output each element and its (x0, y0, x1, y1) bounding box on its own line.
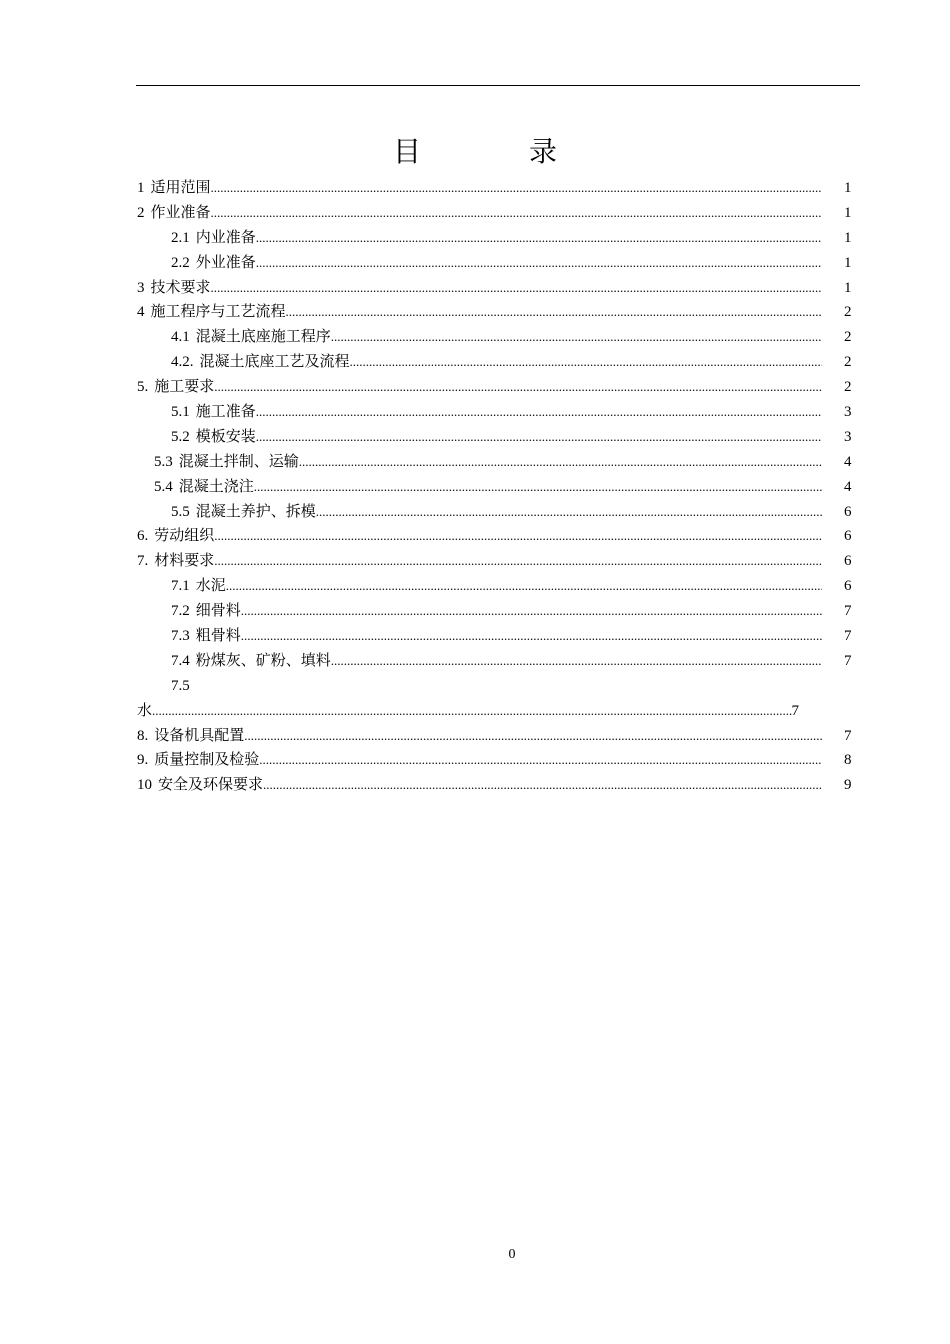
toc-entry-text: 粉煤灰、矿粉、填料 (195, 652, 331, 669)
toc-entry-label (137, 350, 350, 375)
toc-leader-dots (263, 773, 822, 798)
toc-leader-dots (254, 475, 822, 500)
toc-entry-number: 4 (137, 304, 145, 321)
toc-entry-page: 1 (844, 229, 852, 246)
toc-leader-dots (214, 524, 822, 549)
toc-entry[interactable] (137, 375, 850, 400)
toc-entry-label (137, 599, 241, 624)
toc-entry-label (137, 649, 331, 674)
toc-entry-label (137, 226, 256, 251)
toc-entry-text: 质量控制及检验 (154, 752, 260, 769)
toc-entry-text: 混凝土底座施工程序 (195, 329, 331, 346)
toc-entry-label (137, 276, 211, 301)
toc-entry[interactable] (137, 549, 850, 574)
header-rule (136, 85, 860, 86)
toc-entry-number: 8. (137, 727, 149, 744)
toc-entry-label (137, 524, 214, 549)
toc-entry-number: 5. (137, 379, 149, 396)
toc-entry-page: 9 (844, 777, 852, 794)
toc-entry-number: 5.4 (154, 478, 173, 495)
toc-entry-label (137, 450, 299, 475)
toc-leader-dots (214, 375, 822, 400)
toc-entry-text: 内业准备 (195, 229, 256, 246)
toc-entry[interactable] (137, 350, 850, 375)
toc-entry[interactable] (137, 475, 850, 500)
toc-entry-label (137, 624, 241, 649)
toc-leader-dots (256, 425, 822, 450)
toc-entry-label (137, 574, 226, 599)
toc-entry-number: 4.2. (171, 354, 194, 371)
toc-entry-number: 3 (137, 279, 145, 296)
toc-leader-dots (211, 176, 822, 201)
toc-leader-dots (331, 649, 822, 674)
toc-entry-label (137, 201, 211, 226)
toc-entry-label (137, 400, 256, 425)
toc-entry-text: 施工准备 (195, 404, 256, 421)
toc-entry-text: 混凝土拌制、运输 (178, 453, 299, 470)
toc-entry-text: 设备机具配置 (154, 727, 245, 744)
toc-entry-label (137, 475, 254, 500)
toc-entry-label (137, 251, 256, 276)
toc-entry[interactable] (137, 251, 850, 276)
toc-entry-page: 2 (844, 354, 852, 371)
toc-entry[interactable] (137, 450, 850, 475)
toc-entry-page: 6 (844, 553, 852, 570)
toc-entry-number: 10 (137, 777, 152, 794)
toc-entry-text: 施工要求 (154, 379, 215, 396)
toc-entry-page: 3 (844, 404, 852, 421)
toc-entries (137, 176, 850, 674)
toc-entry-text: 水泥 (195, 578, 226, 595)
toc-entry-number: 2.1 (171, 229, 190, 246)
toc-entry-page: 1 (844, 279, 852, 296)
toc-entry-page: 1 (844, 204, 852, 221)
toc-leader-dots (286, 300, 822, 325)
toc-entry-page: 7 (844, 652, 852, 669)
toc-leader-dots (331, 325, 822, 350)
toc-entry-text: 模板安装 (195, 428, 256, 445)
toc-entry[interactable] (137, 201, 850, 226)
toc-entry-page: 6 (844, 503, 852, 520)
toc-entry-number: 7.2 (171, 603, 190, 620)
toc-entry-page: 2 (844, 379, 852, 396)
toc-entry-page: 1 (844, 180, 852, 196)
toc-entry-number: 5.5 (171, 503, 190, 520)
toc-entry[interactable] (137, 624, 850, 649)
toc-entry-page: 6 (844, 528, 852, 545)
toc-entry[interactable] (137, 400, 850, 425)
toc-entry-text: 材料要求 (154, 553, 215, 570)
toc-leader-dots (316, 500, 822, 525)
toc-entry-text: 混凝土浇注 (178, 478, 254, 495)
toc-entry-number: 1 (137, 180, 145, 196)
toc-entry-page: 8 (844, 752, 852, 769)
toc-entry[interactable] (137, 748, 850, 773)
toc-leader-dots (211, 276, 822, 301)
toc-leader-dots (241, 599, 822, 624)
toc-entry[interactable] (137, 574, 850, 599)
toc-entry[interactable] (137, 649, 850, 674)
toc-entry-page: 7 (844, 603, 852, 620)
toc-entry-label (137, 300, 286, 325)
toc-entry-number: 9. (137, 752, 149, 769)
toc-leader-dots (299, 450, 822, 475)
toc-entry-text: 混凝土底座工艺及流程 (199, 354, 350, 371)
toc-leader-dots (256, 400, 822, 425)
toc-entry[interactable] (137, 325, 850, 350)
toc-entry-7-5-number-line[interactable] (137, 674, 850, 699)
toc-entry[interactable] (137, 176, 850, 201)
toc-entry[interactable] (137, 425, 850, 450)
toc-entry[interactable] (137, 524, 850, 549)
toc-leader-dots (350, 350, 822, 375)
toc-entry-page: 7 (791, 702, 799, 719)
page-number: 0 (508, 1247, 516, 1262)
toc-entry-label (137, 500, 316, 525)
toc-entry-number: 7. (137, 553, 149, 570)
toc-entry-label (137, 375, 214, 400)
toc-entry-page: 1 (844, 254, 852, 271)
toc-entry-label (137, 176, 211, 201)
toc-entry-label (137, 773, 263, 798)
toc-entry-text: 外业准备 (195, 254, 256, 271)
toc-leader-dots (259, 748, 822, 773)
toc-entry-number: 7.1 (171, 578, 190, 595)
toc-entry-text: 适用范围 (150, 180, 211, 196)
toc-leader-dots (256, 251, 822, 276)
toc-entry-text: 劳动组织 (154, 528, 215, 545)
toc-entry-text: 安全及环保要求 (158, 777, 264, 794)
toc-entry-page: 2 (844, 304, 852, 321)
toc-leader-dots (256, 226, 822, 251)
toc-entry-number: 5.2 (171, 428, 190, 445)
toc-entries-tail (137, 724, 850, 799)
toc-entry-number: 6. (137, 528, 149, 545)
toc-entry[interactable] (137, 773, 850, 798)
toc-entry[interactable] (137, 599, 850, 624)
toc-entry-label (137, 724, 244, 749)
toc-entry-text: 细骨料 (195, 603, 241, 620)
toc-entry[interactable] (137, 724, 850, 749)
toc-entry-label (137, 325, 331, 350)
toc-entry-text: 水 (137, 702, 153, 719)
toc-entry-number: 5.3 (154, 453, 173, 470)
toc-entry-text: 混凝土养护、拆模 (195, 503, 316, 520)
toc-entry-label (137, 748, 259, 773)
toc-leader-dots (244, 724, 822, 749)
toc-entry-text: 作业准备 (150, 204, 211, 221)
toc-entry-number: 7.3 (171, 628, 190, 645)
toc-entry[interactable] (137, 276, 850, 301)
toc-title: 目 录 (392, 135, 597, 168)
toc-entry-number: 7.5 (171, 677, 190, 694)
toc-leader-dots (214, 549, 822, 574)
toc-entry-label (137, 425, 256, 450)
toc-leader-dots (152, 699, 791, 724)
toc-entry-number: 4.1 (171, 329, 190, 346)
toc-entry-page: 3 (844, 428, 852, 445)
table-of-contents (137, 176, 850, 798)
toc-entry-page: 4 (844, 478, 852, 495)
toc-entry-page: 6 (844, 578, 852, 595)
toc-entry-number: 7.4 (171, 652, 190, 669)
toc-entry-text: 技术要求 (150, 279, 211, 296)
toc-entry-page: 7 (844, 628, 852, 645)
toc-entry[interactable] (137, 500, 850, 525)
toc-entry-number: 2.2 (171, 254, 190, 271)
toc-entry-page: 2 (844, 329, 852, 346)
toc-entry-number: 5.1 (171, 404, 190, 421)
toc-entry[interactable] (137, 226, 850, 251)
toc-entry-text: 施工程序与工艺流程 (150, 304, 286, 321)
toc-entry[interactable] (137, 300, 850, 325)
toc-entry-text: 粗骨料 (195, 628, 241, 645)
toc-entry-label (137, 549, 214, 574)
toc-entry-page: 4 (844, 453, 852, 470)
toc-leader-dots (241, 624, 822, 649)
toc-entry-number: 2 (137, 204, 145, 221)
toc-entry-7-5-text-line[interactable] (137, 699, 799, 724)
toc-leader-dots (211, 201, 822, 226)
toc-entry-page: 7 (844, 727, 852, 744)
toc-leader-dots (226, 574, 822, 599)
